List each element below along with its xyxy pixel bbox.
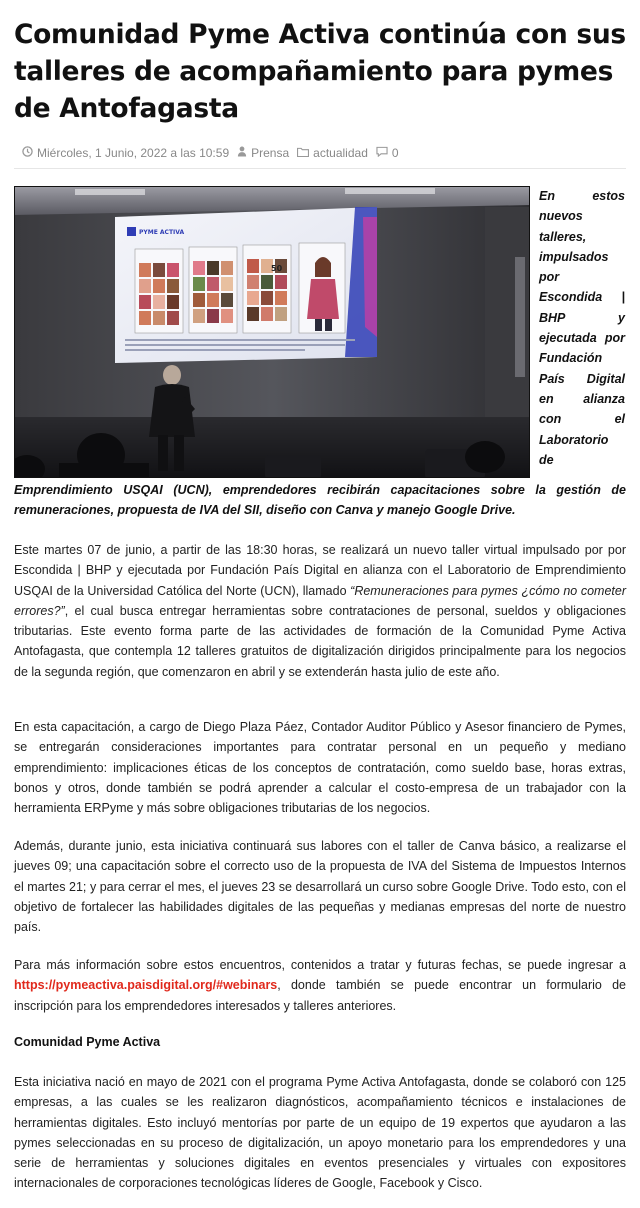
intro-side-line: Fundación (539, 351, 603, 366)
comment-icon (376, 146, 388, 160)
article-meta (22, 146, 622, 160)
meta-divider (14, 168, 626, 169)
webinars-link[interactable]: https://pymeactiva.paisdigital.org/#webinars (14, 978, 278, 993)
article-author[interactable]: Prensa (251, 146, 290, 160)
intro-side-line: ejecutada por (539, 331, 625, 346)
paragraph-1: Este martes 07 de junio, a partir de las 18:30 horas, se realizará un nuevo taller virtual impulsado por por Escondida | BHP y ejecutada por Fundación País Digital en alianza con el Laboratorio de Emprendimiento USQAI de la Universidad Católica del Norte (UCN), llamado “Remuneraciones para pymes ¿cómo no cometer errores?”, el cual busca entregar herramientas sobre contrataciones de personal, sueldos y obligaciones tributarias. Este evento forma parte de las actividades de formación de la Comunidad Pyme Activa Antofagasta, que contempla 12 talleres gratuitos de digitalización dirigidos principalmente para los negocios de la segunda región, que comenzaron en abril y se extenderán hasta julio de este año. (14, 543, 626, 679)
intro-side-line: BHP y (539, 310, 625, 325)
intro-side-line: Escondida | (539, 290, 625, 305)
paragraph-5: Esta iniciativa nació en mayo de 2021 con el programa Pyme Activa Antofagasta, donde se colaboró con 125 empresas, a las cuales se les realizaron diagnósticos, acompañamiento técnicos e instalaciones de herramientas digitales. Esto incluyó mentorías por parte de un equipo de 19 expertos que ayudaron a las pymes seleccionadas en su proceso de digitalización, un apoyo monetario para los emprendedores y una serie de herramientas y soluciones digitales en eventos presenciales y virtuales con expositores internacionales de corporaciones tecnológicas líderes de Google, Facebook y Cisco. (14, 1075, 626, 1191)
intro-side-line: En estos (539, 189, 625, 203)
intro-side-line: talleres, (539, 229, 587, 244)
folder-icon (297, 146, 309, 160)
paragraph-4: Para más información sobre estos encuentros, contenidos a tratar y futuras fechas, se puede ingresar a https://pymeactiva.paisdigital.org/#webinars, donde también se puede encontrar un formulario de inscripción para los emprendedores interesados y talleres anteriores. (14, 958, 626, 1013)
intro-side-line: de (539, 452, 554, 467)
intro-side-line: impulsados (539, 249, 609, 264)
slide-brand: PYME ACTIVA (139, 229, 185, 236)
intro-side-line: en alianza (539, 391, 625, 406)
intro-side-line: nuevos (539, 209, 583, 224)
user-icon (237, 146, 247, 160)
intro-side-line: País Digital (539, 371, 625, 386)
paragraph-2: En esta capacitación, a cargo de Diego Plaza Páez, Contador Auditor Público y Asesor financiero de Pymes, se entregarán consideraciones importantes para contratar personal en un pequeño y mediano emprendimiento: implicaciones éticas de los conceptos de contratación, como sueldo base, horas extras, bonos y otros, donde también se podrá aprender a calcular el costo-empresa de un trabajador con la herramienta ERPyme y más sobre obligaciones tributarias de los negocios. (14, 720, 626, 816)
comment-count[interactable]: 0 (391, 146, 399, 160)
intro-lead-side (539, 186, 625, 470)
clock-icon (22, 146, 33, 160)
article-date: Miércoles, 1 Junio, 2022 a las 10:59 (37, 146, 230, 160)
section-heading: Comunidad Pyme Activa (14, 1035, 161, 1049)
intro-side-line: Laboratorio (539, 432, 609, 447)
article-title: Comunidad Pyme Activa continúa con sus talleres de acompañamiento para pymes de Antofagasta (14, 19, 626, 124)
paragraph-3: Además, durante junio, esta iniciativa continuará sus labores con el taller de Canva básico, a realizarse el jueves 09; una capacitación sobre el correcto uso de la propuesta de IVA del Sistema de Impuestos Internos el martes 21; y para cerrar el mes, el jueves 23 se desarrollará un curso sobre Google Drive. Todo esto, con el objetivo de fortalecer las habilidades digitales de las pequeñas y medianas empresas del norte de nuestro país. (14, 839, 626, 935)
intro-lead-continued: Emprendimiento USQAI (UCN), emprendedores recibirán capacitaciones sobre la gestión de remuneraciones, propuesta de IVA del SII, diseño con Canva y manejo Google Drive. (14, 483, 626, 518)
slide-number: 50 (271, 264, 283, 273)
article-category[interactable]: actualidad (313, 146, 368, 160)
intro-side-line: por (539, 270, 560, 285)
workshop-title: “Remuneraciones para pymes ¿cómo no cometer errores?” (14, 583, 626, 618)
article-photo (14, 186, 530, 478)
intro-side-line: con el (539, 412, 625, 427)
